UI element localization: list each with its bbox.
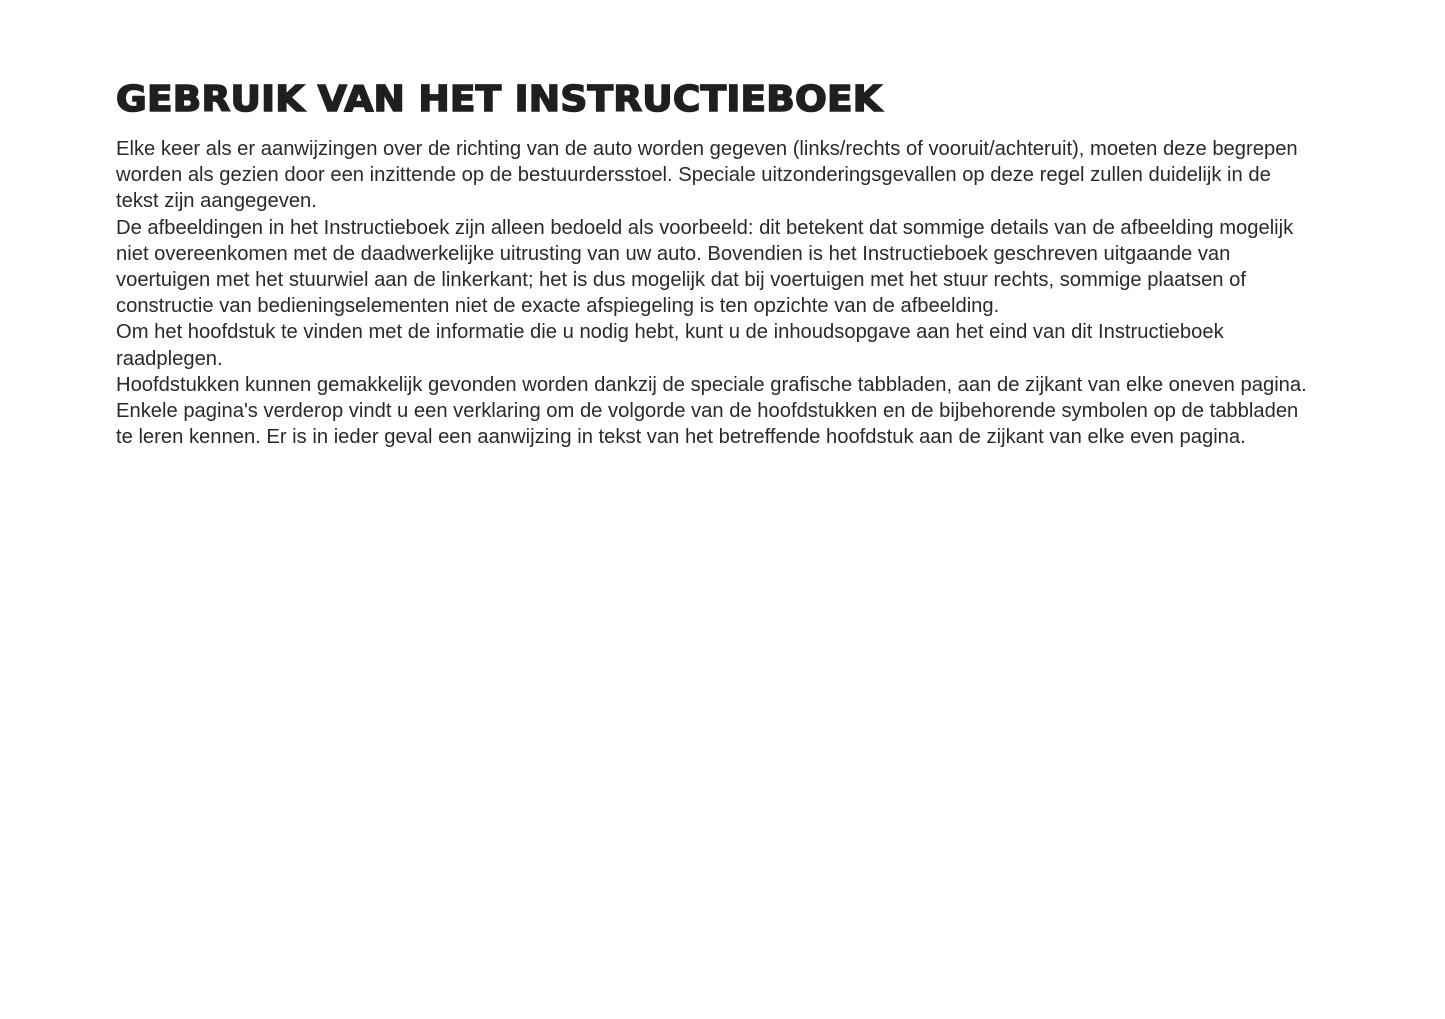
page-content [116, 78, 1316, 450]
body-text [116, 136, 1316, 450]
paragraph-table-of-contents: Om het hoofdstuk te vinden met de informatie die u nodig hebt, kunt u de inhoudsopgave aan het eind van dit Instructieboek raadplegen. [116, 321, 1224, 370]
paragraph-illustrations: De afbeeldingen in het Instructieboek zijn alleen bedoeld als voorbeeld: dit betekent dat sommige details van de afbeelding mogelijk niet overeenkomen met de daadwerkelijke uitrusting van uw auto. Bovendien is het Instructieboek geschreven uitgaande van voertuigen met het stuurwiel aan de linkerkant; het is dus mogelijk dat bij voertuigen met het stuur rechts, sommige plaatsen of constructie van bedieningselementen niet de exacte afspiegeling is ten opzichte van de afbeelding. [116, 216, 1294, 318]
paragraph-chapter-tabs: Hoofdstukken kunnen gemakkelijk gevonden worden dankzij de speciale grafische tabbladen, aan de zijkant van elke oneven pagina. Enkele pagina's verderop vindt u een verklaring om de volgorde van de hoofdstukken en de bijbehorende symbolen op de tabbladen te leren kennen. Er is in ieder geval een aanwijzing in tekst van het betreffende hoofdstuk aan de zijkant van elke even pagina. [116, 373, 1307, 449]
page-title: GEBRUIK VAN HET INSTRUCTIEBOEK [116, 79, 883, 120]
paragraph-direction: Elke keer als er aanwijzingen over de richting van de auto worden gegeven (links/rechts of vooruit/achteruit), moeten deze begrepen worden als gezien door een inzittende op de bestuurdersstoel. Speciale uitzonderingsgevallen op deze regel zullen duidelijk in de tekst zijn aangegeven. [116, 138, 1298, 213]
